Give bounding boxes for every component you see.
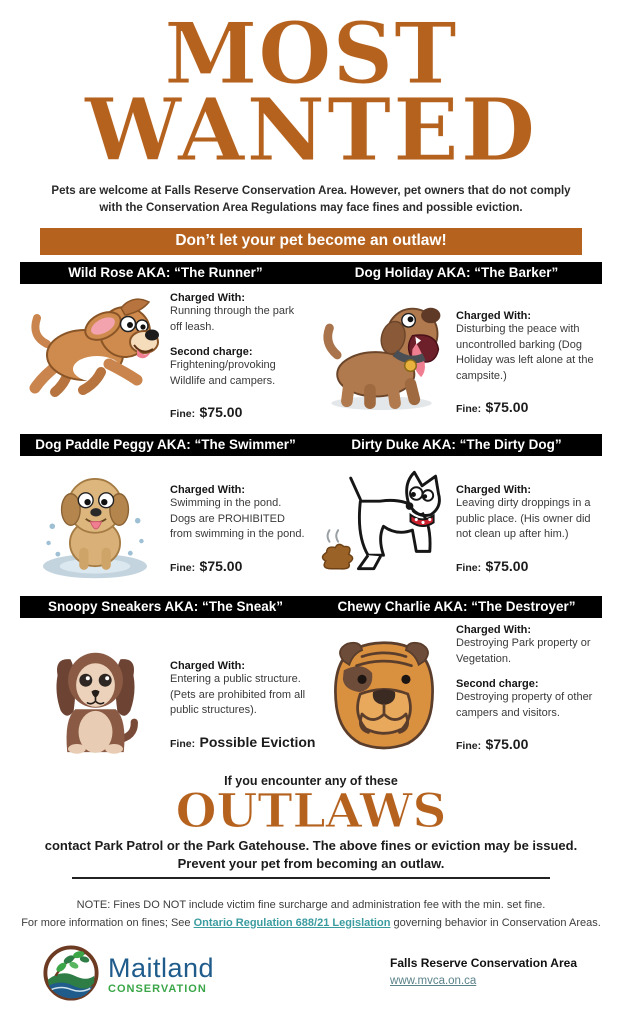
fine-value: Possible Eviction (199, 733, 316, 750)
footer (0, 932, 622, 1007)
outlaw-details-snoopy-sneakers (170, 618, 317, 751)
fine-label: Fine: (170, 561, 196, 574)
park-website-link[interactable]: www.mvca.on.ca (390, 974, 477, 987)
fine-label: Fine: (456, 740, 482, 753)
poster-title-line1: MOST MOST (0, 16, 622, 92)
row2-header-bar (20, 434, 602, 456)
fine-note (0, 897, 622, 931)
outlaw-card-snoopy-sneakers (20, 618, 316, 768)
fine-value: $75.00 (485, 557, 529, 574)
note-line2-suffix: governing behavior in Conservation Areas. (390, 916, 601, 929)
note-line2-prefix: For more information on fines; See (21, 916, 194, 929)
note-line1: NOTE: Fines DO NOT include victim fine surcharge and administration fee with the min. set fine. (76, 899, 546, 912)
outlaw-name-dirty-duke: Dirty Duke AKA: “The Dirty Dog” (351, 437, 562, 453)
charge-block (170, 292, 309, 335)
outlaws-word-text: OUTLAWS OUTLAWS (176, 788, 447, 835)
row1-header-bar (20, 262, 602, 284)
charge-label: Charged With: (456, 310, 532, 323)
outlaws-word (0, 784, 622, 840)
charge-text: Swimming in the pond. Dogs are PROHIBITED from swimming in the pond. (170, 497, 305, 541)
fine-value: $75.00 (199, 404, 243, 421)
fine-value: $75.00 (485, 736, 529, 753)
charge-block (456, 484, 600, 542)
outlaw-details-dog-paddle-peggy (170, 456, 311, 575)
charge-label: Charged With: (170, 292, 246, 305)
outlaw-details-chewy-charlie (456, 618, 602, 754)
maitland-logo-icon (42, 944, 100, 1007)
charge-block (456, 678, 600, 721)
poster-title (0, 0, 622, 181)
maitland-logo-text (108, 955, 214, 995)
outlaw-card-wild-rose (20, 284, 311, 427)
contact-line: contact Park Patrol or the Park Gatehouse. The above fines or eviction may be issued. (44, 838, 578, 854)
maitland-logo-title: Maitland (108, 953, 215, 984)
poster-title-line2: WANTED WANTED (0, 92, 622, 169)
fine-value: $75.00 (199, 557, 243, 574)
charge-block (170, 660, 315, 718)
dirty-dog-icon (311, 456, 456, 582)
charge-block (170, 346, 309, 389)
charge-block (456, 624, 600, 667)
charge-text: Destroying property of other campers and visitors. (456, 691, 593, 719)
charge-block (170, 484, 309, 542)
outlaw-name-wild-rose: Wild Rose AKA: “The Runner” (68, 265, 263, 281)
outlaw-name-dog-holiday: Dog Holiday AKA: “The Barker” (354, 265, 559, 281)
fine-row (170, 558, 309, 576)
charge-label: Charged With: (456, 484, 532, 497)
outlaw-row-2 (20, 456, 602, 589)
maitland-logo-subtitle: CONSERVATION (108, 983, 207, 996)
outlaw-name-chewy-charlie: Chewy Charlie AKA: “The Destroyer” (337, 599, 576, 615)
outlaw-card-dog-paddle-peggy (20, 456, 311, 589)
outlaw-row-3 (20, 618, 602, 768)
closing-section (0, 774, 622, 879)
outlaw-details-dog-holiday (456, 284, 602, 417)
outlaw-card-dog-holiday (311, 284, 602, 427)
fine-row (170, 734, 315, 752)
sitting-puppy-icon (20, 618, 170, 764)
maitland-conservation-logo (42, 944, 214, 1007)
outlaw-card-dirty-duke (311, 456, 602, 589)
charge-label: Second charge: (170, 346, 253, 359)
fine-label: Fine: (456, 561, 482, 574)
park-name: Falls Reserve Conservation Area (390, 955, 577, 970)
charge-text: Running through the park off leash. (170, 305, 295, 333)
charge-text: Leaving dirty droppings in a public place. (His owner did not clean up after him.) (456, 497, 591, 541)
outlaw-warning-banner: Don’t let your pet become an outlaw! (40, 228, 582, 255)
barking-dog-icon (311, 284, 456, 414)
outlaw-name-dog-paddle-peggy: Dog Paddle Peggy AKA: “The Swimmer” (35, 437, 296, 453)
swimming-dog-icon (20, 456, 170, 582)
running-dog-icon (20, 284, 170, 407)
charge-text: Destroying Park property or Vegetation. (456, 637, 591, 665)
fine-row (456, 558, 600, 576)
fine-label: Fine: (170, 408, 196, 421)
outlaw-name-snoopy-sneakers: Snoopy Sneakers AKA: “The Sneak” (47, 599, 284, 615)
row3-header-bar (20, 596, 602, 618)
charge-block (456, 310, 600, 384)
note-line2 (0, 915, 622, 932)
divider-rule (72, 877, 550, 879)
outlaw-card-chewy-charlie (311, 618, 602, 768)
footer-park-info (390, 944, 577, 989)
charge-label: Charged With: (170, 660, 246, 673)
charge-label: Charged With: (170, 484, 246, 497)
charge-text: Entering a public structure. (Pets are prohibited from all public structures). (170, 673, 306, 717)
intro-text: Pets are welcome at Falls Reserve Conservation Area. However, pet owners that do not comply with the Conservation Area Regulations may face fines and possible eviction. (51, 184, 571, 215)
charge-label: Charged With: (456, 624, 532, 637)
fine-row (456, 399, 600, 417)
charge-text: Disturbing the peace with uncontrolled barking (Dog Holiday was left alone at the campsite.) (456, 323, 594, 382)
outlaw-row-1 (20, 284, 602, 427)
fine-value: $75.00 (485, 399, 529, 416)
bulldog-icon (311, 618, 456, 760)
prevent-line: Prevent your pet from becoming an outlaw. (177, 856, 445, 872)
outlaw-details-dirty-duke (456, 456, 602, 575)
outlaw-details-wild-rose (170, 284, 311, 422)
fine-label: Fine: (170, 737, 196, 750)
fine-label: Fine: (456, 403, 482, 416)
ontario-regulation-link[interactable]: Ontario Regulation 688/21 Legislation (193, 916, 391, 929)
charge-label: Second charge: (456, 678, 539, 691)
charge-text: Frightening/provoking Wildlife and campers. (170, 359, 276, 387)
encounter-line: If you encounter any of these (224, 774, 398, 789)
fine-row (456, 736, 600, 754)
fine-row (170, 404, 309, 422)
